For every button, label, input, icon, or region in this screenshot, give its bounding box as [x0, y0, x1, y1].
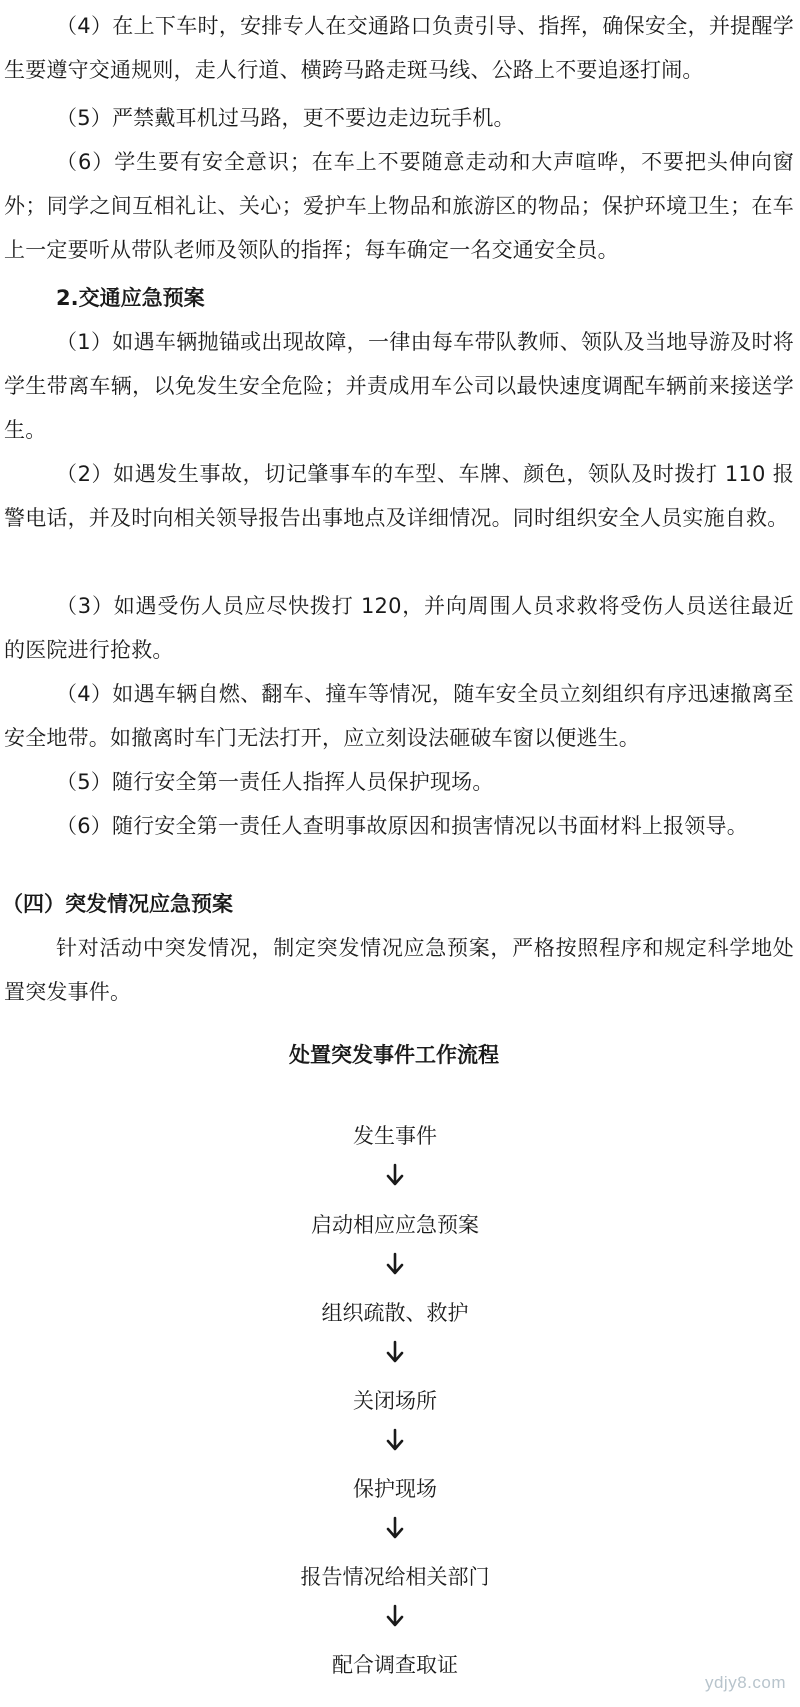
flow-step: 启动相应应急预案 [311, 1213, 479, 1237]
flow-step: 组织疏散、救护 [321, 1301, 469, 1325]
paragraph-no-earphones: （5）严禁戴耳机过马路，更不要边走边玩手机。 [56, 106, 515, 130]
paragraph-vehicle-breakdown: （1）如遇车辆抛锚或出现故障，一律由每车带队教师、领队及当地导游及时将学生带离车辆，以免发生安全危险；并责成用车公司以最快速度调配车辆前来接送学生。 [4, 330, 794, 442]
flow-step: 报告情况给相关部门 [300, 1565, 490, 1589]
paragraph-vehicle-fire: （4）如遇车辆自燃、翻车、撞车等情况，随车安全员立刻组织有序迅速撤离至安全地带。如撤离时车门无法打开，应立刻设法砸破车窗以便逃生。 [4, 682, 794, 750]
paragraph-report-leaders: （6）随行安全第一责任人查明事故原因和损害情况以书面材料上报领导。 [56, 814, 748, 838]
flow-step: 关闭场所 [353, 1389, 437, 1413]
flow-title: 处置突发事件工作流程 [289, 1043, 499, 1067]
paragraph-accident: （2）如遇发生事故，切记肇事车的车型、车牌、颜色，领队及时拨打 110 报警电话，并及时向相关领导报告出事地点及详细情况。同时组织安全人员实施自救。 [4, 462, 794, 530]
down-arrow-icon [383, 1428, 407, 1452]
down-arrow-icon [383, 1516, 407, 1540]
paragraph-injured: （3）如遇受伤人员应尽快拨打 120，并向周围人员求救将受伤人员送往最近的医院进行抢救。 [4, 594, 794, 662]
down-arrow-icon [383, 1252, 407, 1276]
down-arrow-icon [383, 1604, 407, 1628]
down-arrow-icon [383, 1340, 407, 1364]
heading-emergency-plan: （四）突发情况应急预案 [2, 892, 233, 916]
paragraph-safety-awareness: （6）学生要有安全意识；在车上不要随意走动和大声喧哗，不要把头伸向窗外；同学之间互相礼让、关心；爱护车上物品和旅游区的物品；保护环境卫生；在车上一定要听从带队老师及领队的指挥；每车确定一名交通安全员。 [4, 150, 794, 262]
heading-traffic-emergency: 2.交通应急预案 [56, 286, 205, 310]
paragraph-boarding-safety: （4）在上下车时，安排专人在交通路口负责引导、指挥，确保安全，并提醒学生要遵守交通规则，走人行道、横跨马路走斑马线、公路上不要追逐打闹。 [4, 14, 794, 82]
flow-step: 发生事件 [353, 1124, 437, 1148]
paragraph-emergency-intro: 针对活动中突发情况，制定突发情况应急预案，严格按照程序和规定科学地处置突发事件。 [4, 936, 794, 1004]
paragraph-protect-scene: （5）随行安全第一责任人指挥人员保护现场。 [56, 770, 494, 794]
down-arrow-icon [383, 1163, 407, 1187]
flow-step: 配合调查取证 [332, 1653, 458, 1677]
watermark: ydjy8.com [704, 1673, 786, 1692]
flow-step: 保护现场 [353, 1477, 437, 1501]
